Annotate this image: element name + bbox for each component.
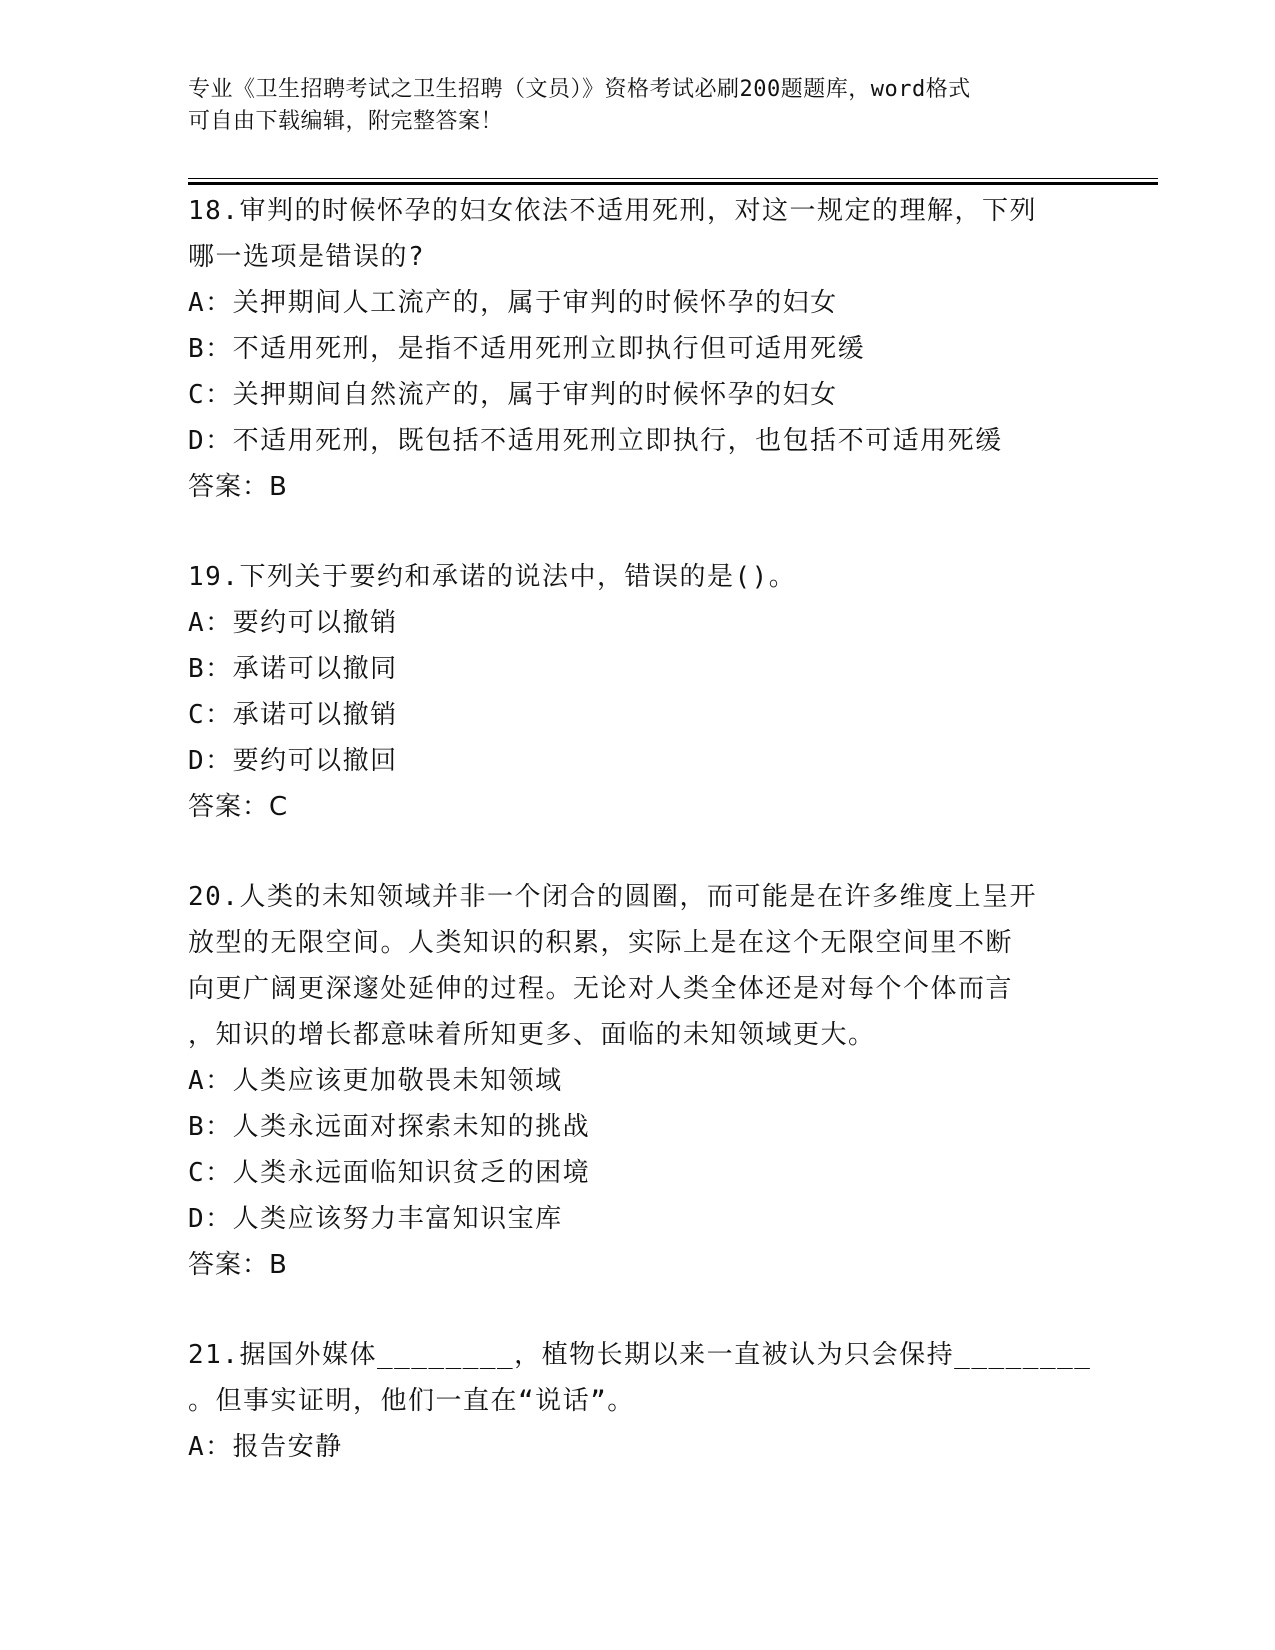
question-list <box>188 188 1092 1470</box>
spacer <box>188 510 1088 554</box>
header-divider-thick <box>188 182 1158 185</box>
option-b: B：承诺可以撤同 <box>188 654 398 684</box>
question-stem-line: 哪一选项是错误的? <box>188 242 426 272</box>
question-stem-line: 21.据国外媒体________，植物长期以来一直被认为只会保持________ <box>188 1340 1092 1370</box>
option-a: A：关押期间人工流产的，属于审判的时候怀孕的妇女 <box>188 288 838 318</box>
spacer <box>188 1288 1088 1332</box>
option-c: C：承诺可以撤销 <box>188 700 398 730</box>
question-stem-line: 20.人类的未知领域并非一个闭合的圆圈，而可能是在许多维度上呈开 <box>188 882 1037 912</box>
question-20 <box>188 874 1088 1288</box>
question-stem-line: 19.下列关于要约和承诺的说法中，错误的是()。 <box>188 562 797 592</box>
option-c: C：人类永远面临知识贫乏的困境 <box>188 1158 591 1188</box>
header-line-1: 专业《卫生招聘考试之卫生招聘（文员）》资格考试必刷200题题库，word格式 <box>188 77 971 102</box>
option-d: D：要约可以撤回 <box>188 746 398 776</box>
question-stem-line: 向更广阔更深邃处延伸的过程。无论对人类全体还是对每个个体而言 <box>188 974 1014 1004</box>
spacer <box>188 830 1088 874</box>
question-stem-line: 。但事实证明，他们一直在“说话”。 <box>188 1386 635 1416</box>
option-b: B：不适用死刑，是指不适用死刑立即执行但可适用死缓 <box>188 334 866 364</box>
question-18 <box>188 188 1088 510</box>
option-c: C：关押期间自然流产的，属于审判的时候怀孕的妇女 <box>188 380 838 410</box>
option-d: D：人类应该努力丰富知识宝库 <box>188 1204 563 1234</box>
header-line-2: 可自由下载编辑，附完整答案！ <box>188 109 504 134</box>
document-header <box>188 74 1068 138</box>
option-a: A：人类应该更加敬畏未知领域 <box>188 1066 563 1096</box>
header-divider-thin <box>188 178 1158 179</box>
question-stem-line: 放型的无限空间。人类知识的积累，实际上是在这个无限空间里不断 <box>188 928 1014 958</box>
answer-line: 答案：B <box>188 1250 288 1280</box>
question-19 <box>188 554 1088 830</box>
question-stem-line: ，知识的增长都意味着所知更多、面临的未知领域更大。 <box>188 1020 876 1050</box>
question-21 <box>188 1332 1092 1470</box>
option-d: D：不适用死刑，既包括不适用死刑立即执行，也包括不可适用死缓 <box>188 426 1003 456</box>
option-a: A：要约可以撤销 <box>188 608 398 638</box>
answer-line: 答案：C <box>188 792 289 822</box>
question-stem-line: 18.审判的时候怀孕的妇女依法不适用死刑，对这一规定的理解，下列 <box>188 196 1037 226</box>
answer-line: 答案：B <box>188 472 288 502</box>
option-b: B：人类永远面对探索未知的挑战 <box>188 1112 591 1142</box>
option-a: A：报告安静 <box>188 1432 343 1462</box>
